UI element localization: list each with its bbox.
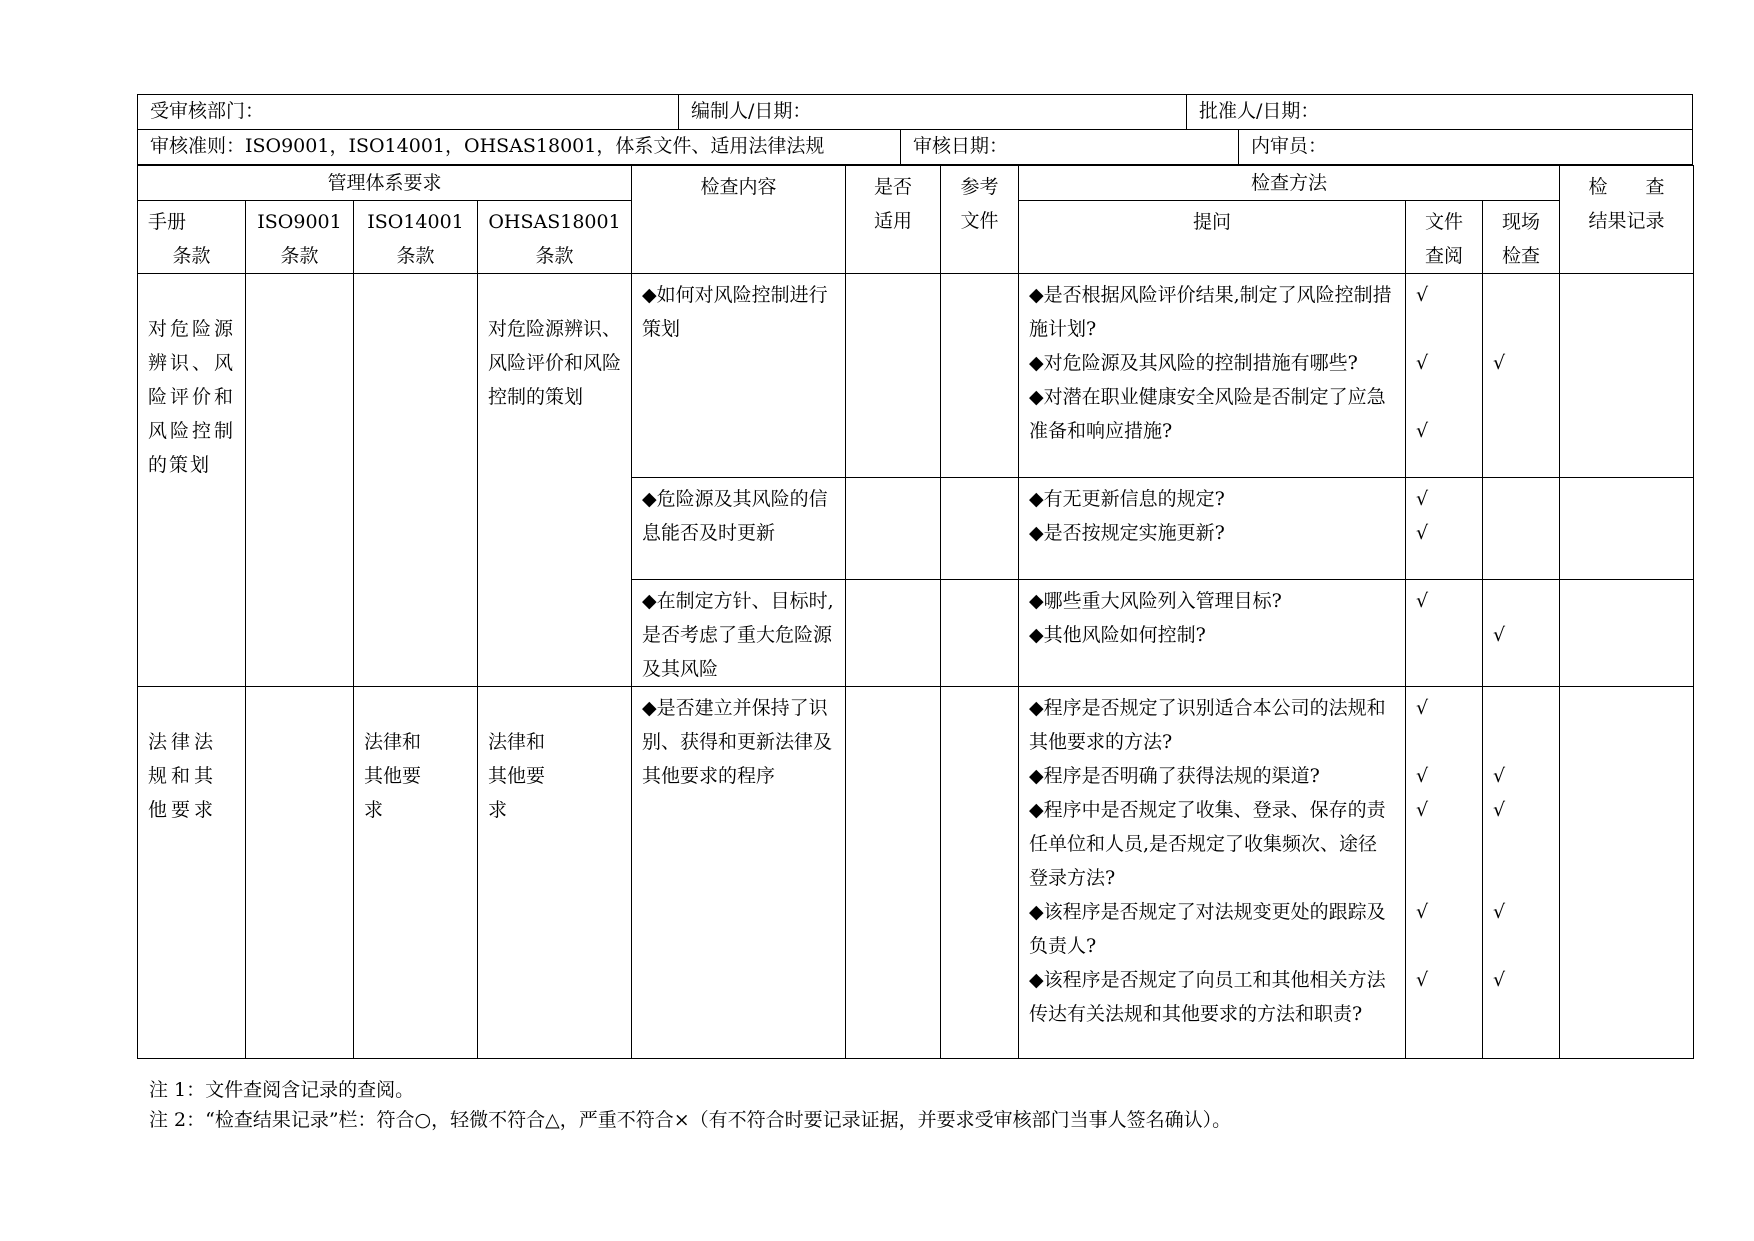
check-mark <box>1493 584 1549 618</box>
check-mark: √ <box>1416 799 1429 821</box>
check-mark <box>1416 380 1472 414</box>
check-mark <box>1416 312 1472 346</box>
audit-date-label: 审核日期： <box>913 135 1009 157</box>
check-mark: √ <box>1493 799 1506 821</box>
section2-iso9001-cell <box>246 687 354 1059</box>
table-row <box>138 274 1694 478</box>
check-mark <box>1493 278 1549 312</box>
question-item: ◆有无更新信息的规定? <box>1029 488 1225 510</box>
site-check-cell[interactable] <box>1483 687 1560 1059</box>
reference-doc-header: 参考 文件 <box>941 166 1019 274</box>
result-cell[interactable] <box>1560 687 1694 1059</box>
question-item: ◆该程序是否规定了对法规变更处的跟踪及负责人? <box>1029 901 1386 957</box>
applicable-cell[interactable] <box>846 478 941 580</box>
section1-questions-1 <box>1019 274 1406 478</box>
question-header: 提问 <box>1019 201 1406 274</box>
manual-clause-header: 手册 条款 <box>138 201 246 274</box>
section1-content-2: ◆危险源及其风险的信息能否及时更新 <box>632 478 846 580</box>
result-cell[interactable] <box>1560 478 1694 580</box>
check-mark: √ <box>1416 901 1429 923</box>
result-cell[interactable] <box>1560 580 1694 687</box>
section1-ohsas-cell: 对危险源辨识、风险评价和风险控制的策划 <box>478 274 632 687</box>
check-mark <box>1416 929 1472 963</box>
reference-cell[interactable] <box>941 274 1019 478</box>
check-method-header: 检查方法 <box>1019 166 1560 201</box>
department-field[interactable] <box>138 95 678 129</box>
check-mark <box>1416 827 1472 861</box>
section1-questions-3 <box>1019 580 1406 687</box>
result-cell[interactable] <box>1560 274 1694 478</box>
section1-iso14001-cell <box>354 274 478 687</box>
note-1: 注 1：文件查阅含记录的查阅。 <box>149 1079 415 1101</box>
section2-content: ◆是否建立并保持了识别、获得和更新法律及其他要求的程序 <box>632 687 846 1059</box>
section1-iso9001-cell <box>246 274 354 687</box>
question-item: ◆程序中是否规定了收集、登录、保存的责任单位和人员,是否规定了收集频次、途径登录方法? <box>1029 799 1386 889</box>
header-row-2 <box>137 129 1693 165</box>
preparer-field[interactable] <box>678 95 1186 129</box>
check-mark: √ <box>1416 420 1429 442</box>
reference-cell[interactable] <box>941 478 1019 580</box>
iso9001-clause-header: ISO9001 条款 <box>246 201 354 274</box>
check-mark <box>1416 618 1472 652</box>
auditor-field[interactable] <box>1238 130 1692 164</box>
doc-review-header: 文件 查阅 <box>1406 201 1483 274</box>
check-mark: √ <box>1493 969 1506 991</box>
question-item: ◆对危险源及其风险的控制措施有哪些? <box>1029 352 1358 374</box>
section2-manual-cell: 法律法规和其他要求 <box>138 687 246 1059</box>
check-mark <box>1493 725 1549 759</box>
check-mark: √ <box>1416 488 1429 510</box>
section2-ohsas-cell: 法律和其他要求 <box>478 687 632 1059</box>
check-mark <box>1493 691 1549 725</box>
check-mark: √ <box>1416 969 1429 991</box>
question-item: ◆程序是否规定了识别适合本公司的法规和其他要求的方法? <box>1029 697 1386 753</box>
check-mark <box>1416 725 1472 759</box>
result-record-header: 检 查 结果记录 <box>1560 166 1694 274</box>
reference-cell[interactable] <box>941 687 1019 1059</box>
reference-cell[interactable] <box>941 580 1019 687</box>
section1-manual-cell: 对危险源辨识、风险评价和风险控制的策划 <box>138 274 246 687</box>
check-mark: √ <box>1493 352 1506 374</box>
check-mark: √ <box>1493 624 1506 646</box>
question-item: ◆哪些重大风险列入管理目标? <box>1029 590 1282 612</box>
approver-label: 批准人/日期： <box>1199 100 1320 122</box>
question-item: ◆程序是否明确了获得法规的渠道? <box>1029 765 1320 787</box>
question-item: ◆是否根据风险评价结果,制定了风险控制措施计划? <box>1029 284 1392 340</box>
table-row <box>138 687 1694 1059</box>
applicable-cell[interactable] <box>846 274 941 478</box>
site-check-cell[interactable] <box>1483 478 1560 580</box>
doc-review-cell[interactable] <box>1406 580 1483 687</box>
approver-field[interactable] <box>1186 95 1692 129</box>
question-item: ◆对潜在职业健康安全风险是否制定了应急准备和响应措施? <box>1029 386 1386 442</box>
section1-content-1: ◆如何对风险控制进行策划 <box>632 274 846 478</box>
preparer-label: 编制人/日期： <box>691 100 812 122</box>
section1-questions-2 <box>1019 478 1406 580</box>
criteria-label: 审核准则：ISO9001，ISO14001，OHSAS18001，体系文件、适用法律法规 <box>150 135 825 157</box>
audit-date-field[interactable] <box>900 130 1238 164</box>
doc-review-cell[interactable] <box>1406 478 1483 580</box>
site-check-cell[interactable] <box>1483 274 1560 478</box>
header-row-1 <box>137 94 1693 130</box>
department-label: 受审核部门： <box>150 100 265 122</box>
section2-questions <box>1019 687 1406 1059</box>
check-mark: √ <box>1416 765 1429 787</box>
table-header-row-1 <box>138 166 1694 201</box>
check-content-header: 检查内容 <box>632 166 846 274</box>
question-item: ◆是否按规定实施更新? <box>1029 522 1225 544</box>
question-item: ◆该程序是否规定了向员工和其他相关方法传达有关法规和其他要求的方法和职责? <box>1029 969 1386 1025</box>
check-mark <box>1493 861 1549 895</box>
check-mark: √ <box>1416 284 1429 306</box>
applicable-cell[interactable] <box>846 580 941 687</box>
check-mark: √ <box>1493 765 1506 787</box>
check-mark: √ <box>1416 522 1429 544</box>
check-mark <box>1416 861 1472 895</box>
iso14001-clause-header: ISO14001 条款 <box>354 201 478 274</box>
ohsas-clause-header: OHSAS18001 条款 <box>478 201 632 274</box>
checklist-table <box>137 165 1694 1059</box>
auditor-label: 内审员： <box>1251 135 1328 157</box>
check-mark <box>1493 312 1549 346</box>
question-item: ◆其他风险如何控制? <box>1029 624 1206 646</box>
applicable-cell[interactable] <box>846 687 941 1059</box>
section2-iso14001-cell: 法律和其他要求 <box>354 687 478 1059</box>
check-mark: √ <box>1416 352 1429 374</box>
site-check-header: 现场 检查 <box>1483 201 1560 274</box>
applicable-header: 是否 适用 <box>846 166 941 274</box>
doc-review-cell[interactable] <box>1406 274 1483 478</box>
check-mark: √ <box>1416 697 1429 719</box>
check-mark <box>1493 929 1549 963</box>
criteria-field <box>138 130 900 164</box>
doc-review-cell[interactable] <box>1406 687 1483 1059</box>
check-mark <box>1493 827 1549 861</box>
site-check-cell[interactable] <box>1483 580 1560 687</box>
note-2: 注 2：“检查结果记录”栏：符合○，轻微不符合△，严重不符合×（有不符合时要记录证据，并要求受审核部门当事人签名确认）。 <box>149 1109 1232 1131</box>
check-mark: √ <box>1493 901 1506 923</box>
notes <box>149 1075 1231 1135</box>
section1-content-3: ◆在制定方针、目标时,是否考虑了重大危险源及其风险 <box>632 580 846 687</box>
mgmt-req-header: 管理体系要求 <box>138 166 632 201</box>
check-mark: √ <box>1416 590 1429 612</box>
